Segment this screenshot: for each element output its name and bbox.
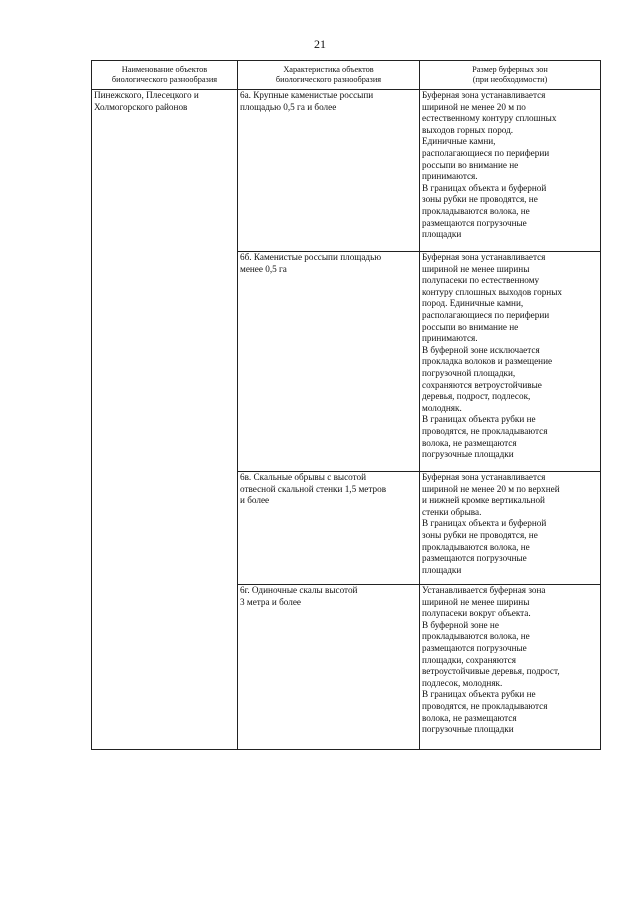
buffer-cell: Устанавливается буферная зона шириной не менее ширины полупасеки вокруг объекта. В буферной зоне не прокладываются волока, не размещаются погрузочные площадки, сохраняются ветроустойчивые деревья, подрост, подлесок, молодняк. В границах объекта рубки не проводятся, не прокладываются волока, не размещаются погрузочные площадки	[420, 585, 601, 750]
buffer-cell: Буферная зона устанавливается шириной не менее ширины полупасеки по естественному контуру сплошных выходов горных пород. Единичные камни, располагающиеся по периферии россыпи во внимание не принимаются. В буферной зоне исключается прокладка волоков и размещение погрузочной площадки, сохраняются ветроустойчивые деревья, подрост, подлесок, молодняк. В границах объекта рубки не проводятся, не прокладываются волока, не размещаются погрузочные площадки	[420, 252, 601, 472]
buffer-cell: Буферная зона устанавливается шириной не менее 20 м по естественному контуру сплошных выходов горных пород. Единичные камни, располагающиеся по периферии россыпи во внимание не принимаются. В границах объекта и буферной зоны рубки не проводятся, не прокладываются волока, не размещаются погрузочные площадки	[420, 90, 601, 252]
buffer-zones-table	[91, 60, 601, 750]
characteristic-cell: 6г. Одиночные скалы высотой 3 метра и более	[238, 585, 420, 750]
table-row	[92, 90, 601, 252]
characteristic-cell: 6б. Каменистые россыпи площадью менее 0,5 га	[238, 252, 420, 472]
table-header-row	[92, 61, 601, 90]
characteristic-cell: 6в. Скальные обрывы с высотой отвесной скальной стенки 1,5 метров и более	[238, 472, 420, 585]
buffer-cell: Буферная зона устанавливается шириной не менее 20 м по верхней и нижней кромке вертикальной стенки обрыва. В границах объекта и буферной зоны рубки не проводятся, не прокладываются волока, не размещаются погрузочные площадки	[420, 472, 601, 585]
page-number: 21	[314, 37, 326, 51]
header-object-characteristic: Характеристика объектов биологического разнообразия	[238, 61, 420, 90]
characteristic-cell: 6а. Крупные каменистые россыпи площадью 0,5 га и более	[238, 90, 420, 252]
header-object-name: Наименование объектов биологического разнообразия	[92, 61, 238, 90]
region-cell: Пинежского, Плесецкого и Холмогорского районов	[92, 90, 238, 750]
header-buffer-size: Размер буферных зон (при необходимости)	[420, 61, 601, 90]
